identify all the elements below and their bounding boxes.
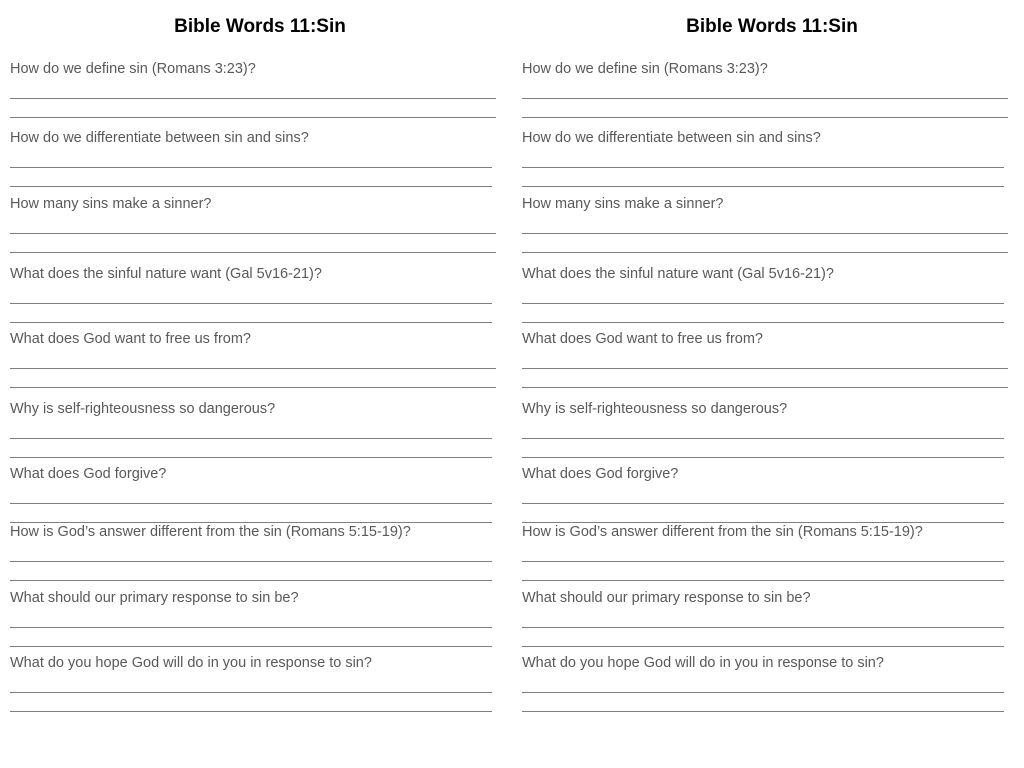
answer-line <box>10 692 492 693</box>
answer-line <box>522 561 1004 562</box>
worksheet-title: Bible Words 11:Sin <box>686 16 858 37</box>
question-text: What does God want to free us from? <box>10 331 251 347</box>
question-text: How do we define sin (Romans 3:23)? <box>522 61 768 77</box>
answer-line <box>522 457 1004 458</box>
answer-line <box>522 692 1004 693</box>
answer-line <box>10 252 496 253</box>
answer-line <box>522 580 1004 581</box>
answer-line <box>522 233 1008 234</box>
answer-line <box>522 627 1004 628</box>
answer-line <box>10 457 492 458</box>
answer-line <box>10 303 492 304</box>
question-text: What should our primary response to sin be? <box>522 590 811 606</box>
answer-line <box>522 322 1004 323</box>
question-text: How do we differentiate between sin and sins? <box>522 130 821 146</box>
answer-line <box>10 503 492 504</box>
question-text: How is God’s answer different from the sin (Romans 5:15-19)? <box>10 524 411 540</box>
answer-line <box>10 368 496 369</box>
question-text: How do we define sin (Romans 3:23)? <box>10 61 256 77</box>
answer-line <box>522 438 1004 439</box>
answer-line <box>522 503 1004 504</box>
answer-line <box>10 233 496 234</box>
worksheet-title: Bible Words 11:Sin <box>174 16 346 37</box>
question-text: What does the sinful nature want (Gal 5v16-21)? <box>10 266 322 282</box>
question-text: What do you hope God will do in you in response to sin? <box>10 655 372 671</box>
answer-line <box>522 646 1004 647</box>
answer-line <box>522 186 1004 187</box>
answer-line <box>522 252 1008 253</box>
question-text: Why is self-righteousness so dangerous? <box>10 401 276 417</box>
answer-line <box>10 186 492 187</box>
answer-line <box>522 711 1004 712</box>
answer-line <box>10 561 492 562</box>
answer-line <box>522 387 1008 388</box>
question-text: How many sins make a sinner? <box>522 196 724 212</box>
answer-line <box>522 117 1008 118</box>
question-text: How many sins make a sinner? <box>10 196 212 212</box>
answer-line <box>10 98 496 99</box>
question-text: How is God’s answer different from the sin (Romans 5:15-19)? <box>522 524 923 540</box>
answer-line <box>10 627 492 628</box>
question-text: What should our primary response to sin be? <box>10 590 299 606</box>
answer-line <box>10 117 496 118</box>
answer-line <box>522 98 1008 99</box>
worksheet-right <box>522 0 1012 768</box>
worksheet-left <box>10 0 500 768</box>
question-text: What does the sinful nature want (Gal 5v16-21)? <box>522 266 834 282</box>
answer-line <box>10 322 492 323</box>
answer-line <box>10 580 492 581</box>
question-text: What does God forgive? <box>10 466 167 482</box>
answer-line <box>10 711 492 712</box>
question-text: What does God forgive? <box>522 466 679 482</box>
answer-line <box>522 303 1004 304</box>
question-text: Why is self-righteousness so dangerous? <box>522 401 788 417</box>
question-text: What do you hope God will do in you in response to sin? <box>522 655 884 671</box>
answer-line <box>10 387 496 388</box>
answer-line <box>10 167 492 168</box>
answer-line <box>522 167 1004 168</box>
answer-line <box>10 438 492 439</box>
answer-line <box>10 646 492 647</box>
question-text: How do we differentiate between sin and sins? <box>10 130 309 146</box>
question-text: What does God want to free us from? <box>522 331 763 347</box>
answer-line <box>522 368 1008 369</box>
